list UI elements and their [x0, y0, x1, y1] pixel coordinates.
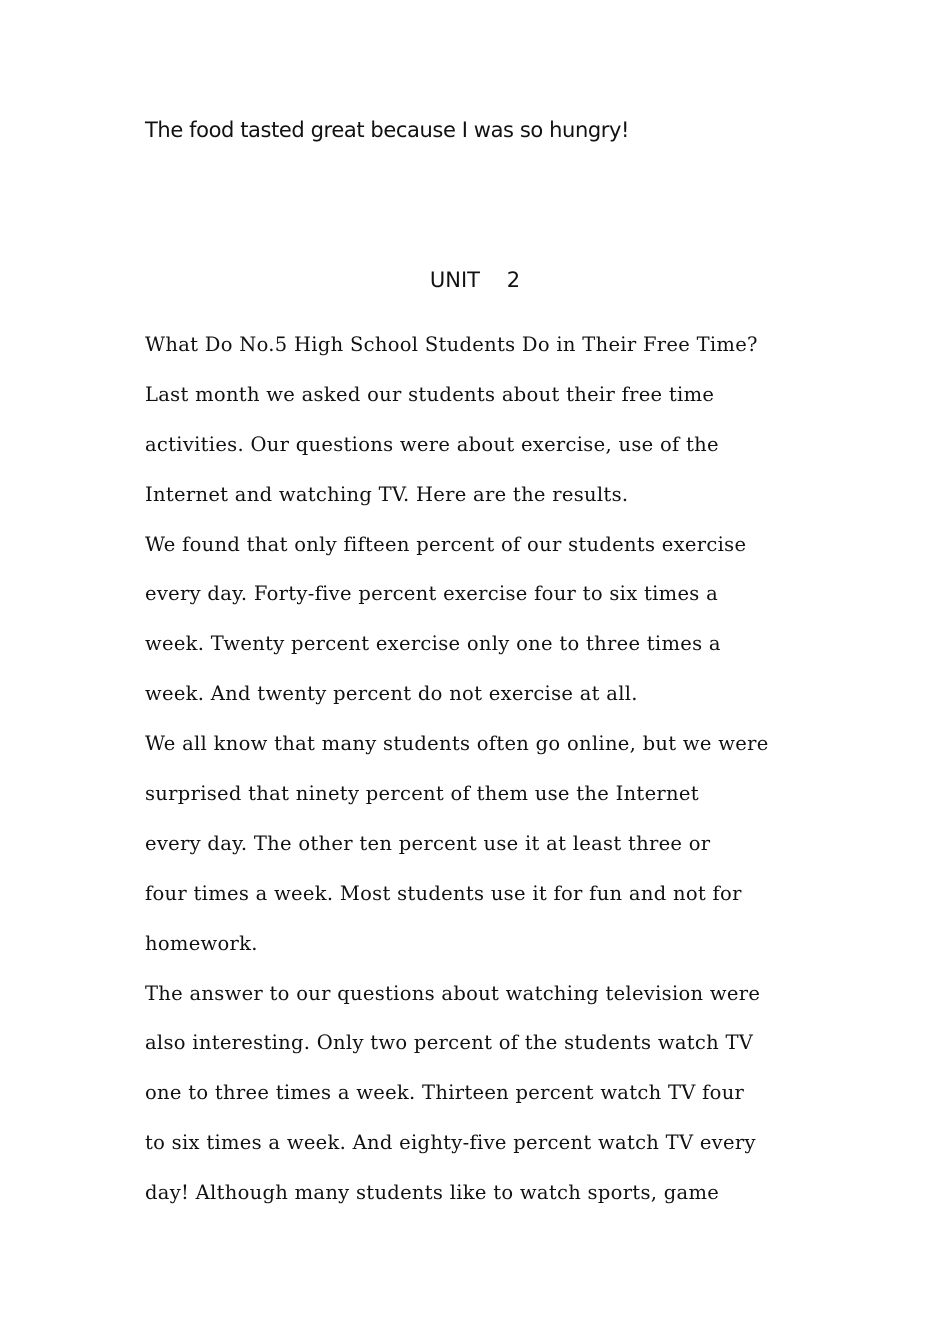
- article-body: [145, 320, 845, 1218]
- text-line: homework.: [145, 931, 258, 955]
- text-line: We all know that many students often go online, but we were: [145, 732, 769, 756]
- text-line: every day. The other ten percent use it at least three or: [145, 831, 711, 855]
- text-line: Internet and watching TV. Here are the results.: [145, 482, 629, 506]
- article-title: What Do No.5 High School Students Do in Their Free Time?: [145, 333, 758, 356]
- text-line: one to three times a week. Thirteen percent watch TV four: [145, 1081, 745, 1105]
- text-line: We found that only fifteen percent of our students exercise: [145, 532, 747, 556]
- unit-heading: UNIT 2: [429, 268, 521, 292]
- text-line: Last month we asked our students about their free time: [145, 382, 715, 406]
- text-line: The answer to our questions about watching television were: [145, 981, 761, 1005]
- text-line: surprised that ninety percent of them use the Internet: [145, 782, 699, 806]
- text-line: week. And twenty percent do not exercise at all.: [145, 682, 638, 706]
- text-line: activities. Our questions were about exercise, use of the: [145, 432, 719, 456]
- text-line: also interesting. Only two percent of the students watch TV: [145, 1031, 754, 1055]
- intro-sentence: The food tasted great because I was so hungry!: [145, 118, 630, 142]
- text-line: day! Although many students like to watch sports, game: [145, 1181, 720, 1205]
- text-line: week. Twenty percent exercise only one to three times a: [145, 632, 721, 656]
- text-line: four times a week. Most students use it for fun and not for: [145, 881, 742, 905]
- text-line: every day. Forty-five percent exercise four to six times a: [145, 582, 719, 606]
- text-line: to six times a week. And eighty-five percent watch TV every: [145, 1131, 756, 1155]
